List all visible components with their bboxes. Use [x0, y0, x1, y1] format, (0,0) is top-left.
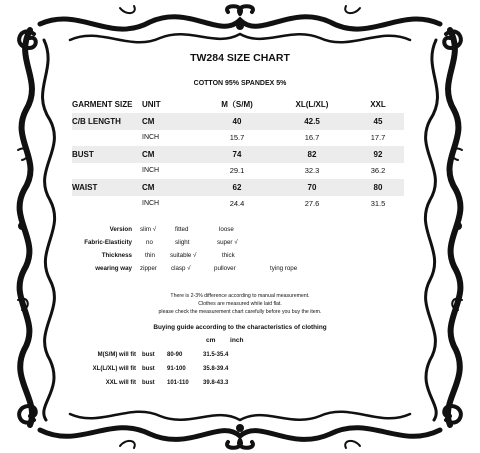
attribute-option: loose [219, 226, 234, 233]
measurement-notes [72, 292, 408, 316]
row-label: WAIST [72, 179, 142, 196]
guide-size: M(S/M) will fit [97, 352, 136, 358]
chart-title: TW284 SIZE CHART [190, 52, 290, 64]
attribute-label: Version [109, 226, 132, 233]
attribute-option: slim √ [140, 226, 157, 233]
attribute-option: thin [145, 252, 155, 259]
garment-attributes [72, 226, 408, 278]
value-cell: 74 [202, 146, 272, 163]
attribute-option: slight [175, 239, 190, 246]
value-cell: 15.7 [229, 133, 245, 143]
header-size-xl: XL(L/XL) [295, 100, 329, 109]
unit-cell: CM [142, 113, 202, 130]
value-cell: 82 [272, 146, 352, 163]
header-garment-size: GARMENT SIZE [72, 100, 133, 109]
value-cell: 17.7 [370, 133, 386, 143]
unit-cell: INCH [142, 167, 160, 175]
attribute-option: thick [222, 252, 235, 259]
value-cell: 45 [352, 113, 404, 130]
attribute-label: wearing way [95, 265, 132, 272]
row-label: BUST [72, 146, 142, 163]
header-size-m: M（S/M) [221, 100, 253, 109]
attribute-option: clasp √ [171, 265, 191, 272]
value-cell: 62 [202, 179, 272, 196]
unit-cell: INCH [142, 134, 160, 142]
value-cell: 80 [352, 179, 404, 196]
guide-inch: 39.8-43.3 [203, 380, 229, 386]
guide-cm: 91-100 [167, 366, 186, 372]
attribute-row-elasticity [72, 239, 408, 252]
buying-guide-row [72, 352, 408, 365]
table-row [72, 146, 404, 163]
buying-guide-row [72, 366, 408, 379]
buying-guide-row [72, 380, 408, 393]
table-row [72, 130, 404, 147]
material-composition: COTTON 95% SPANDEX 5% [193, 80, 287, 87]
attribute-option: no [146, 239, 153, 246]
attribute-row-version [72, 226, 408, 239]
guide-part: bust [142, 352, 155, 358]
table-row [72, 163, 404, 180]
attribute-label: Thickness [101, 252, 132, 259]
guide-inch: 31.5-35.4 [203, 352, 229, 358]
guide-part: bust [142, 366, 155, 372]
row-label: C/B LENGTH [72, 113, 142, 130]
note-line: There is 2-3% difference according to manual measurement. [170, 293, 310, 299]
attribute-option: pullover [214, 265, 236, 272]
size-table-header [72, 96, 404, 113]
guide-cm: 101-110 [167, 380, 189, 386]
table-row [72, 179, 404, 196]
value-cell: 92 [352, 146, 404, 163]
attribute-row-thickness [72, 252, 408, 265]
guide-size: XXL will fit [105, 380, 136, 386]
value-cell: 70 [272, 179, 352, 196]
value-cell: 42.5 [272, 113, 352, 130]
attribute-option: zipper [140, 265, 157, 272]
guide-size: XL(L/XL) will fit [92, 366, 136, 372]
value-cell: 31.5 [370, 199, 386, 209]
value-cell: 29.1 [229, 166, 245, 176]
attribute-option: super √ [217, 239, 238, 246]
attribute-option: suitable √ [170, 252, 197, 259]
value-cell: 24.4 [229, 199, 245, 209]
value-cell: 36.2 [370, 166, 386, 176]
attribute-option: fitted [175, 226, 189, 233]
buying-guide-col-cm: cm [206, 337, 216, 344]
value-cell: 40 [202, 113, 272, 130]
unit-cell: CM [142, 179, 202, 196]
note-line: please check the measurement chart carefully before you buy the item. [158, 309, 322, 315]
note-line: Clothes are measured while laid flat. [198, 301, 282, 307]
value-cell: 16.7 [304, 133, 320, 143]
buying-guide-title: Buying guide according to the characteristics of clothing [153, 324, 327, 331]
unit-cell: CM [142, 146, 202, 163]
value-cell: 27.6 [304, 199, 320, 209]
value-cell: 32.3 [304, 166, 320, 176]
attribute-label: Fabric-Elasticity [84, 239, 132, 246]
table-row [72, 113, 404, 130]
guide-inch: 35.8-39.4 [203, 366, 229, 372]
size-table [72, 96, 404, 212]
guide-part: bust [142, 380, 155, 386]
unit-cell: INCH [142, 200, 160, 208]
attribute-row-wearing-way [72, 265, 408, 278]
buying-guide-col-inch: inch [230, 337, 244, 344]
table-row [72, 196, 404, 213]
attribute-option: tying rope [270, 265, 298, 272]
header-size-xxl: XXL [370, 100, 386, 109]
guide-cm: 80-90 [167, 352, 183, 358]
header-unit: UNIT [142, 100, 161, 109]
